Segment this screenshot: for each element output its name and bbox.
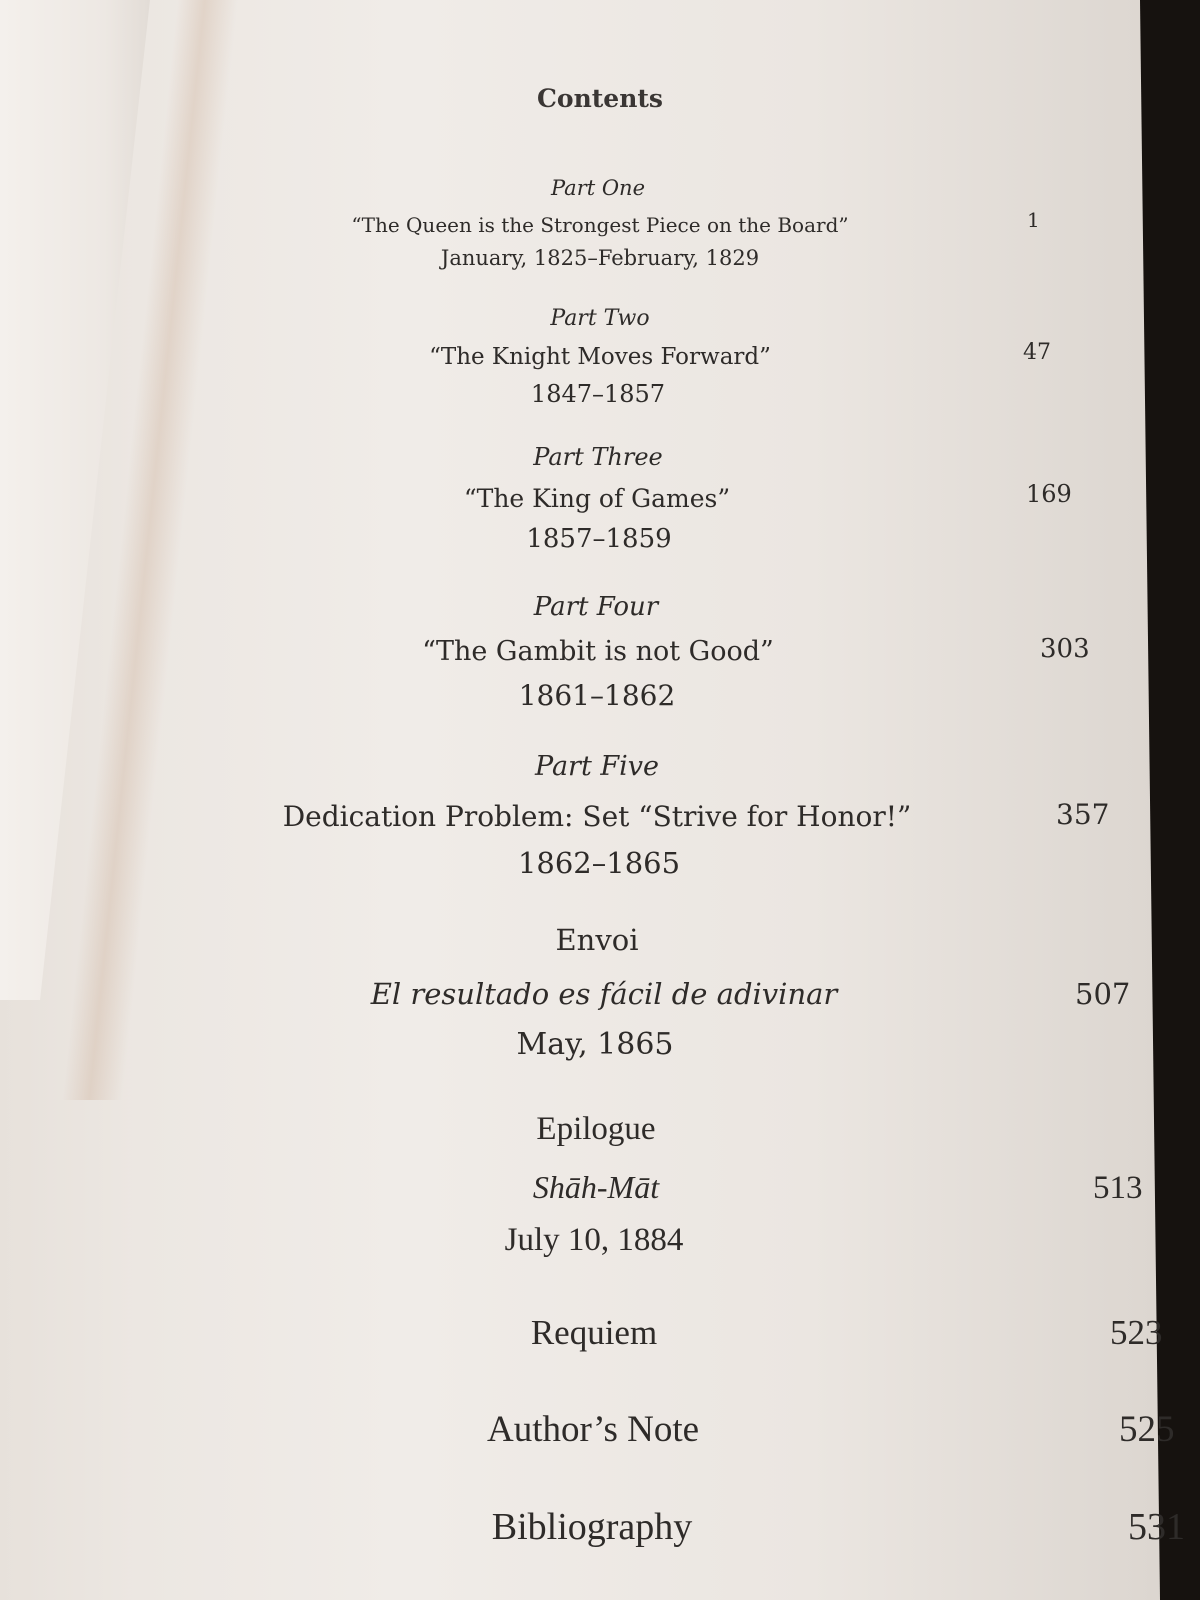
toc-entry-title: “The Queen is the Strongest Piece on the Board” xyxy=(351,213,849,237)
toc-entry-page: 47 xyxy=(1023,340,1051,365)
toc-entry-title: “The King of Games” xyxy=(463,484,731,513)
toc-entry-dates: July 10, 1884 xyxy=(504,1222,684,1258)
toc-entry-dates: 1862–1865 xyxy=(517,846,681,880)
toc-entry-page: 523 xyxy=(1110,1313,1163,1352)
toc-entry-page: 357 xyxy=(1056,798,1110,831)
toc-entry-dates: 1861–1862 xyxy=(518,679,676,712)
toc-entry-dates: 1847–1857 xyxy=(530,380,666,408)
toc-entry-title: Dedication Problem: Set “Strive for Honor!” xyxy=(282,800,912,833)
toc-entry-page: 507 xyxy=(1075,977,1131,1011)
toc-entry-page: 513 xyxy=(1093,1170,1143,1206)
toc-entry-label: Part Four xyxy=(533,592,659,622)
toc-entry-label: Part Two xyxy=(550,306,650,331)
toc-entry-page: 531 xyxy=(1128,1506,1185,1548)
contents-heading: Contents xyxy=(536,84,664,113)
toc-entry-title: El resultado es fácil de adivinar xyxy=(370,977,838,1011)
show-through-text xyxy=(150,432,160,467)
toc-entry-dates: May, 1865 xyxy=(516,1027,674,1062)
toc-entry-page: 1 xyxy=(1027,208,1040,232)
toc-entry-label: Envoi xyxy=(555,923,639,957)
toc-entry-title: “The Knight Moves Forward” xyxy=(429,344,771,370)
toc-entry-label: Bibliography xyxy=(491,1506,693,1548)
toc-entry-page: 169 xyxy=(1026,480,1072,508)
toc-entry-page: 303 xyxy=(1040,634,1090,664)
toc-entry-title: Shāh-Māt xyxy=(532,1169,660,1205)
toc-entry-dates: January, 1825–February, 1829 xyxy=(440,246,760,270)
toc-entry-label: Epilogue xyxy=(536,1111,656,1147)
toc-entry-label: Part Five xyxy=(535,751,659,782)
toc-entry-label: Requiem xyxy=(530,1313,658,1352)
toc-entry-label: Author’s Note xyxy=(486,1409,700,1450)
toc-entry-title: “The Gambit is not Good” xyxy=(422,636,774,667)
toc-entry-page: 525 xyxy=(1119,1409,1175,1450)
toc-entry-label: Part Three xyxy=(533,443,663,471)
toc-entry-dates: 1857–1859 xyxy=(526,524,672,554)
toc-entry-label: Part One xyxy=(550,176,646,200)
